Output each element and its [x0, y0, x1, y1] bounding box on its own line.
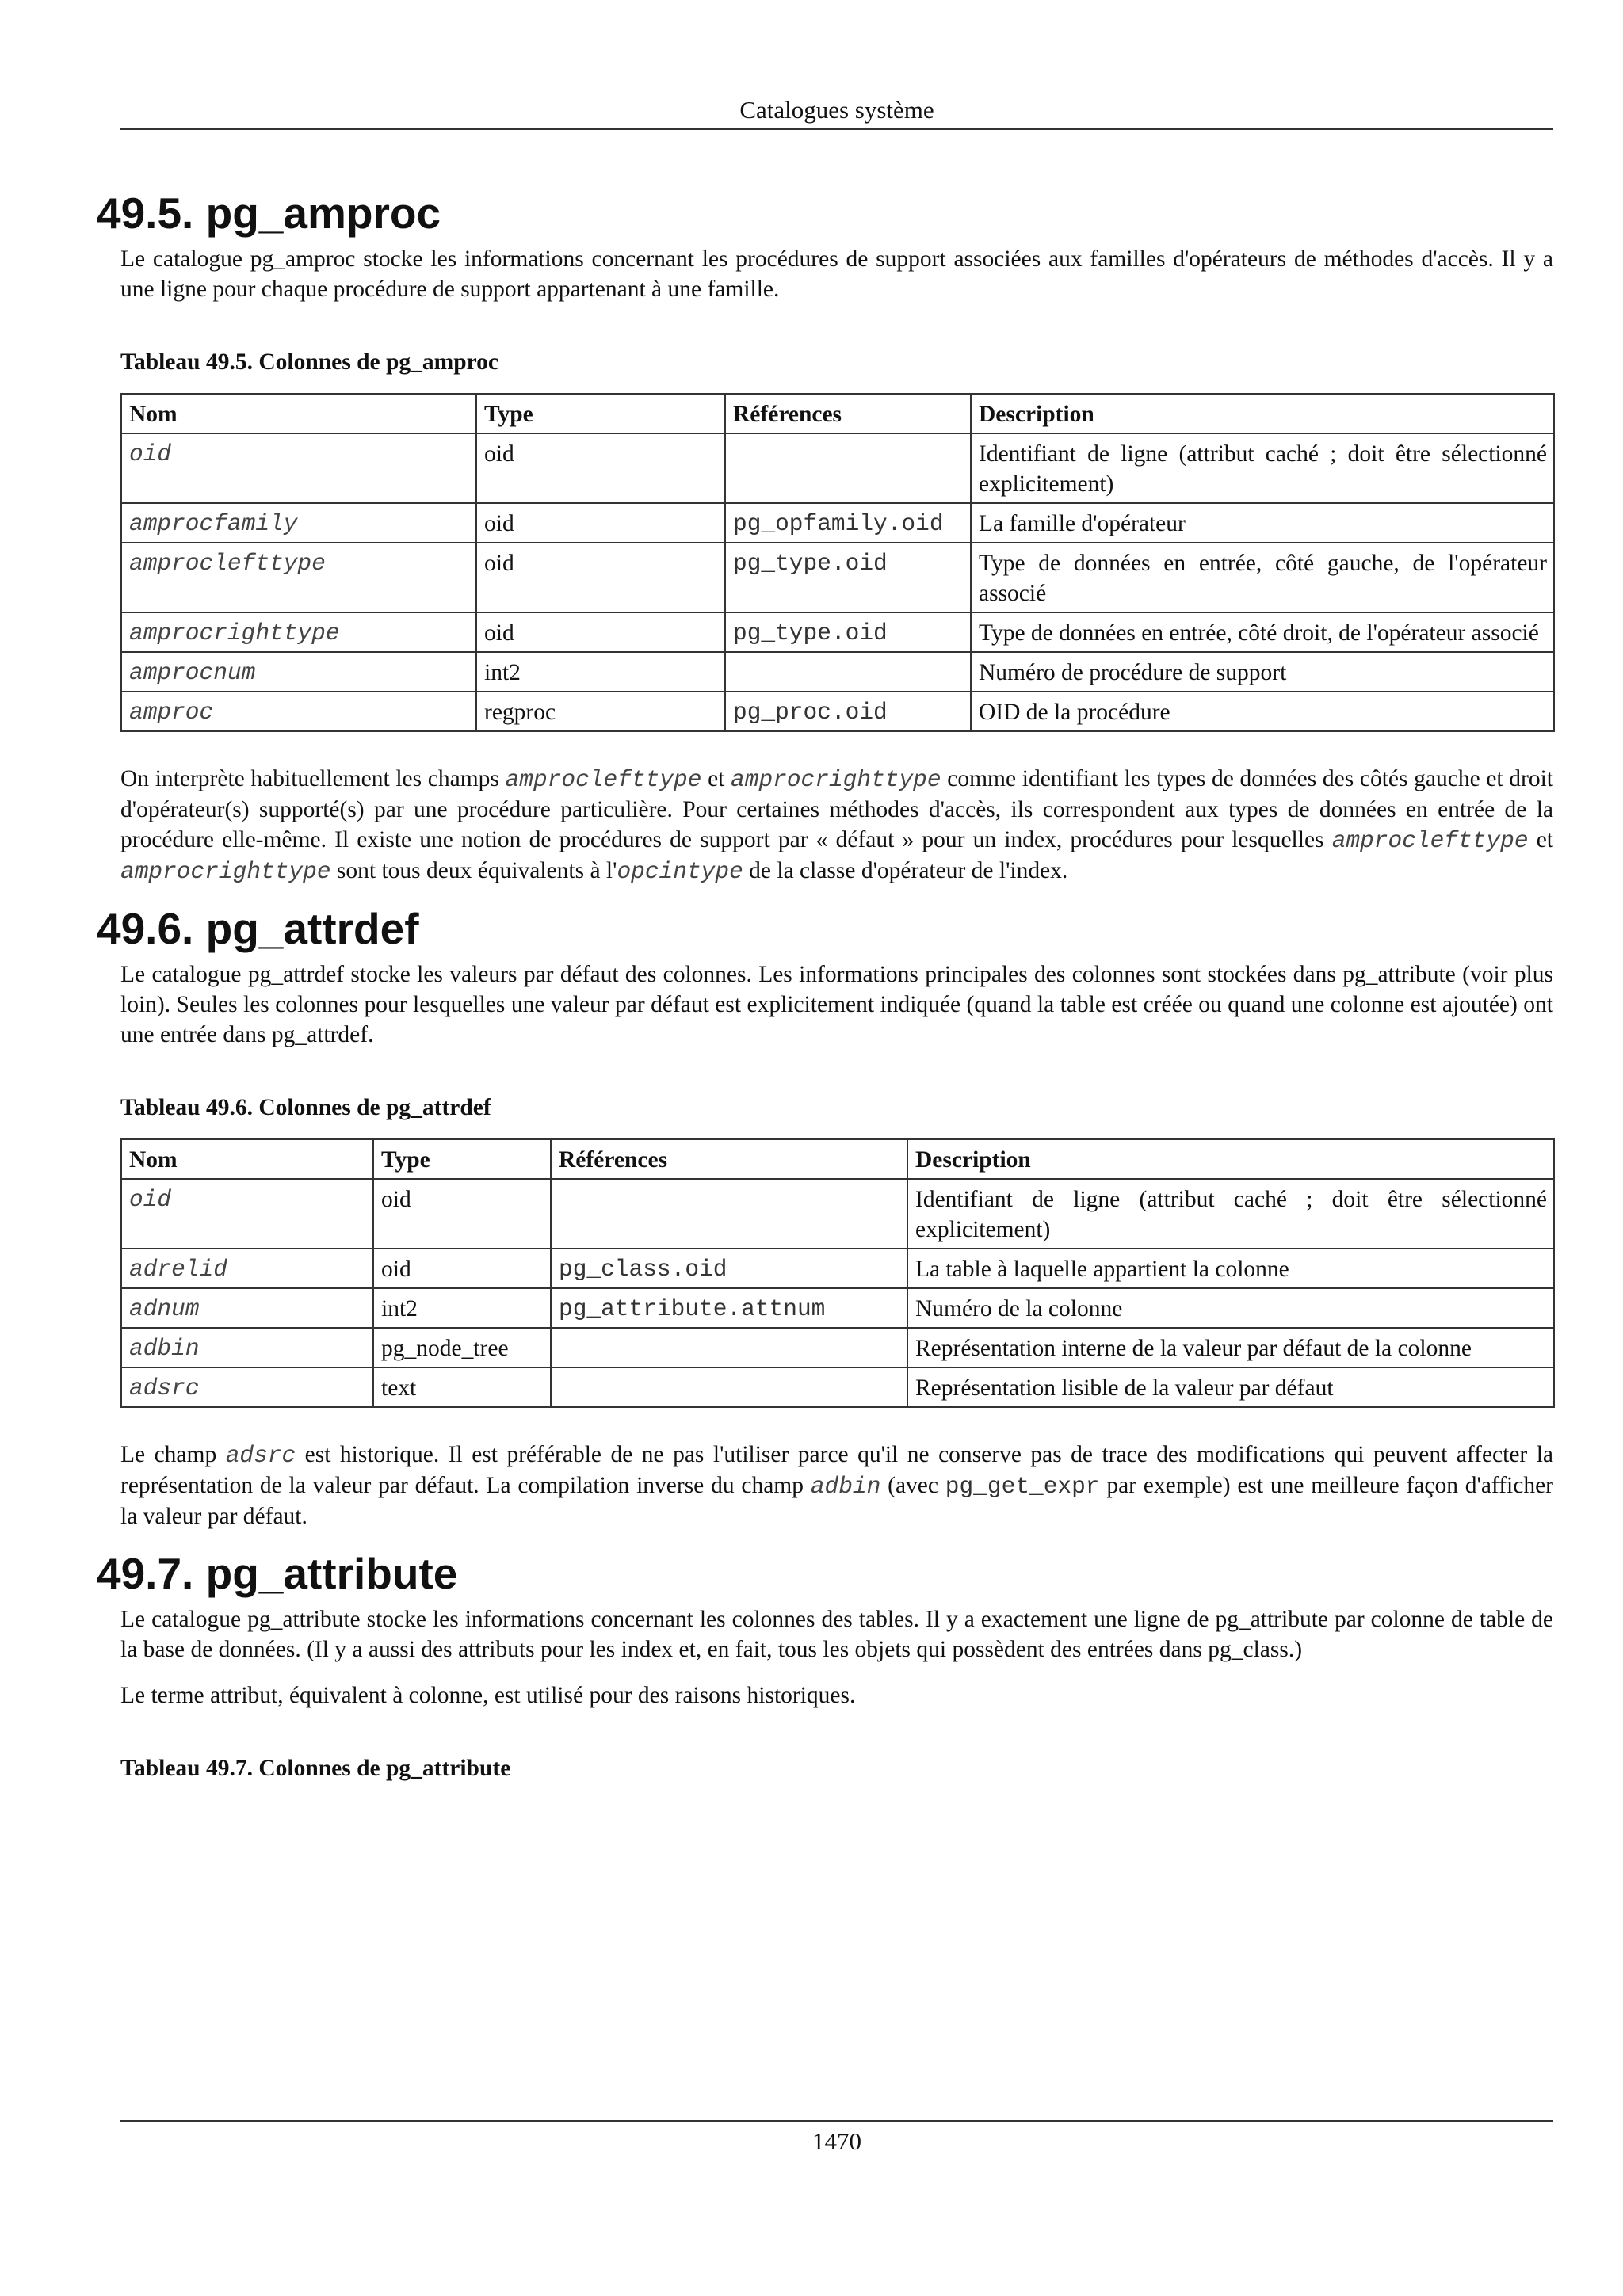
function-name: pg_get_expr	[945, 1473, 1100, 1500]
page-content	[97, 187, 1553, 1799]
section-intro: Le catalogue pg_amproc stocke les informations concernant les procédures de support associées aux familles d'opérateurs de méthodes d'accès. Il y a une ligne pour chaque procédure de support appartenant à une famille.	[120, 246, 1553, 302]
column-ref-cell: pg_class.oid	[551, 1249, 907, 1288]
column-name-cell: amprocrighttype	[121, 612, 476, 652]
section-explanation	[120, 1440, 1553, 1531]
table-row	[121, 503, 1554, 543]
text-run: est historique. Il est préférable de ne pas l'utiliser parce qu'il ne conserve pas de trace des modifications qui peuvent affecter la représentation de la valeur par défaut. La compilation inverse du champ	[120, 1442, 1554, 1498]
column-name-cell: amproclefttype	[121, 543, 476, 612]
section-note: Le terme attribut, équivalent à colonne, est utilisé pour des raisons historiques.	[120, 1683, 856, 1708]
section-intro: Le catalogue pg_attrdef stocke les valeurs par défaut des colonnes. Les informations principales des colonnes sont stockées dans pg_attribute (voir plus loin). Seules les colonnes pour lesquelles une valeur par défaut est explicitement indiquée (quand la table est créée ou quand une colonne est ajoutée) ont une entrée dans pg_attrdef.	[120, 962, 1553, 1047]
column-desc-cell: OID de la procédure	[971, 692, 1554, 731]
column-type-cell: int2	[476, 652, 725, 692]
section-explanation	[120, 764, 1553, 887]
column-ref-cell	[551, 1367, 907, 1407]
table-row	[121, 1367, 1554, 1407]
column-type-cell: int2	[373, 1288, 551, 1328]
text-run: et	[701, 766, 731, 791]
column-desc-cell: La table à laquelle appartient la colonne	[907, 1249, 1554, 1288]
column-ref-cell	[551, 1328, 907, 1367]
column-desc-cell: Numéro de la colonne	[907, 1288, 1554, 1328]
column-type-cell: oid	[476, 503, 725, 543]
table-caption: Tableau 49.5. Colonnes de pg_amproc	[120, 349, 498, 375]
column-desc-cell: Identifiant de ligne (attribut caché ; doit être sélectionné explicitement)	[971, 433, 1554, 503]
text-run: sont tous deux équivalents à l'	[330, 858, 617, 883]
column-name-cell: amproc	[121, 692, 476, 731]
header-cell: Description	[907, 1139, 1554, 1179]
column-desc-cell: Représentation lisible de la valeur par défaut	[907, 1367, 1554, 1407]
column-name-cell: adrelid	[121, 1249, 373, 1288]
section-pg-attrdef	[97, 902, 1553, 1531]
column-desc-cell: Type de données en entrée, côté droit, de l'opérateur associé	[971, 612, 1554, 652]
column-desc-cell: La famille d'opérateur	[971, 503, 1554, 543]
page-number: 1470	[812, 2127, 861, 2155]
text-run: et	[1528, 827, 1553, 852]
table-header-row	[121, 1139, 1554, 1179]
column-desc-cell: Numéro de procédure de support	[971, 652, 1554, 692]
table-row	[121, 1288, 1554, 1328]
table-row	[121, 433, 1554, 503]
field-name: opcintype	[617, 858, 743, 885]
column-type-cell: oid	[476, 543, 725, 612]
section-pg-attribute	[97, 1547, 1553, 1783]
column-type-cell: oid	[476, 433, 725, 503]
table-row	[121, 612, 1554, 652]
column-ref-cell	[725, 433, 971, 503]
field-name: amprocrighttype	[120, 858, 331, 885]
page-header: Catalogues système	[739, 96, 934, 124]
table-caption: Tableau 49.6. Colonnes de pg_attrdef	[120, 1095, 491, 1120]
column-ref-cell	[725, 652, 971, 692]
field-name: adsrc	[225, 1442, 296, 1469]
table-row	[121, 1179, 1554, 1249]
column-name-cell: adbin	[121, 1328, 373, 1367]
text-run: (avec	[880, 1473, 945, 1498]
columns-table-pg-attrdef	[120, 1138, 1555, 1408]
column-name-cell: amprocfamily	[121, 503, 476, 543]
column-type-cell: regproc	[476, 692, 725, 731]
header-cell: Type	[476, 394, 725, 433]
column-desc-cell: Représentation interne de la valeur par défaut de la colonne	[907, 1328, 1554, 1367]
section-heading: 49.6. pg_attrdef	[97, 904, 419, 953]
field-name: adbin	[810, 1473, 881, 1500]
table-row	[121, 1249, 1554, 1288]
column-name-cell: adsrc	[121, 1367, 373, 1407]
column-ref-cell: pg_attribute.attnum	[551, 1288, 907, 1328]
column-name-cell: adnum	[121, 1288, 373, 1328]
text-run: Le champ	[120, 1442, 226, 1467]
column-ref-cell: pg_proc.oid	[725, 692, 971, 731]
column-ref-cell: pg_opfamily.oid	[725, 503, 971, 543]
header-cell: Type	[373, 1139, 551, 1179]
column-ref-cell: pg_type.oid	[725, 612, 971, 652]
column-type-cell: oid	[373, 1249, 551, 1288]
header-rule	[120, 128, 1553, 130]
section-intro: Le catalogue pg_attribute stocke les informations concernant les colonnes des tables. Il y a exactement une ligne de pg_attribute par colonne de table de la base de données. (Il y a aussi des attributs pour les index et, en fait, tous les objets qui possèdent des entrées dans pg_class.)	[120, 1607, 1553, 1662]
header-cell: Nom	[121, 1139, 373, 1179]
field-name: amproclefttype	[505, 766, 702, 793]
header-cell: Références	[551, 1139, 907, 1179]
header-cell: Références	[725, 394, 971, 433]
column-type-cell: text	[373, 1367, 551, 1407]
text-run: par exemple) est une meilleure façon d'afficher la valeur par défaut.	[120, 1473, 1554, 1529]
table-row	[121, 692, 1554, 731]
column-desc-cell: Identifiant de ligne (attribut caché ; doit être sélectionné explicitement)	[907, 1179, 1554, 1249]
column-desc-cell: Type de données en entrée, côté gauche, de l'opérateur associé	[971, 543, 1554, 612]
field-name: amproclefttype	[1331, 827, 1529, 854]
section-pg-amproc	[97, 187, 1553, 887]
header-cell: Description	[971, 394, 1554, 433]
table-row	[121, 543, 1554, 612]
column-name-cell: oid	[121, 433, 476, 503]
table-header-row	[121, 394, 1554, 433]
column-ref-cell: pg_type.oid	[725, 543, 971, 612]
field-name: amprocrighttype	[731, 766, 941, 793]
column-type-cell: oid	[476, 612, 725, 652]
column-name-cell: amprocnum	[121, 652, 476, 692]
columns-table-pg-amproc	[120, 393, 1555, 732]
header-cell: Nom	[121, 394, 476, 433]
text-run: de la classe d'opérateur de l'index.	[743, 858, 1068, 883]
table-caption: Tableau 49.7. Colonnes de pg_attribute	[120, 1756, 511, 1781]
section-heading: 49.5. pg_amproc	[97, 189, 441, 238]
text-run: On interprète habituellement les champs	[120, 766, 506, 791]
column-name-cell: oid	[121, 1179, 373, 1249]
column-type-cell: pg_node_tree	[373, 1328, 551, 1367]
text-run: comme identifiant les types de données des côtés gauche et droit d'opérateur(s) supporté(s) par une procédure particulière. Pour certaines méthodes d'accès, ils correspondent aux types de données en entrée de la procédure elle-même. Il existe une notion de procédures de support par « défaut » pour un index, procédures pour lesquelles	[120, 766, 1553, 852]
column-type-cell: oid	[373, 1179, 551, 1249]
footer-rule	[120, 2120, 1553, 2122]
column-ref-cell	[551, 1179, 907, 1249]
section-heading: 49.7. pg_attribute	[97, 1549, 458, 1598]
table-row	[121, 652, 1554, 692]
table-row	[121, 1328, 1554, 1367]
